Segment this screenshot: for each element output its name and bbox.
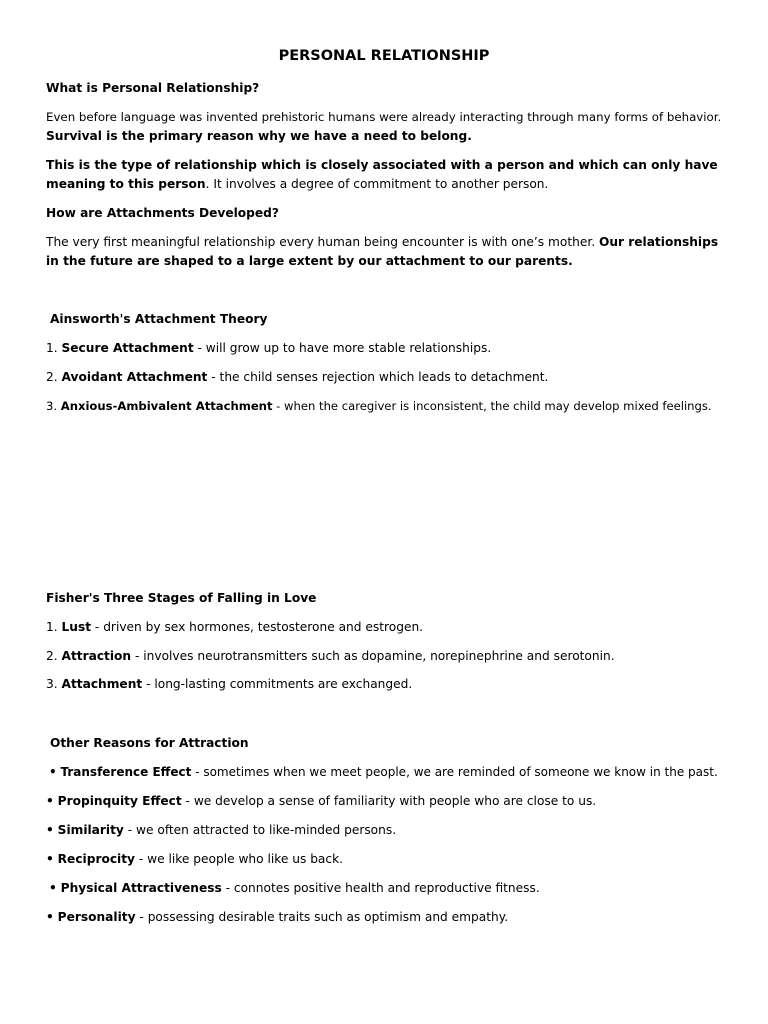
- paragraph-line: [46, 108, 722, 127]
- section-heading-what: [46, 79, 722, 98]
- item-desc: - we develop a sense of familiarity with people who are close to us.: [181, 794, 597, 808]
- bullet-glyph: •: [46, 794, 54, 808]
- list-item: [46, 339, 722, 358]
- item-term: Secure Attachment: [61, 341, 194, 355]
- item-desc: - driven by sex hormones, testosterone and estrogen.: [91, 620, 424, 634]
- item-number: 2.: [46, 370, 58, 384]
- list-item: [46, 647, 722, 666]
- document-title: PERSONAL RELATIONSHIP: [278, 48, 490, 64]
- item-term: Physical Attractiveness: [60, 881, 222, 895]
- item-desc: - will grow up to have more stable relationships.: [193, 341, 492, 355]
- item-term: Transference Effect: [60, 765, 192, 779]
- item-number: 2.: [46, 649, 58, 663]
- item-number: 1.: [46, 620, 58, 634]
- item-term: Reciprocity: [57, 852, 136, 866]
- bullet-item: [46, 821, 722, 840]
- section-heading-attachments: [46, 204, 722, 223]
- list-item: [46, 397, 722, 416]
- paragraph-text: Even before language was invented prehistoric humans were already interacting through many forms of behavior.: [46, 110, 722, 124]
- item-desc: - involves neurotransmitters such as dopamine, norepinephrine and serotonin.: [131, 649, 615, 663]
- bullet-glyph: •: [49, 881, 57, 895]
- paragraph: [46, 156, 722, 194]
- section-heading-ainsworth: [50, 310, 722, 329]
- heading-text: Other Reasons for Attraction: [50, 736, 249, 750]
- item-term: Lust: [61, 620, 92, 634]
- item-desc: - possessing desirable traits such as optimism and empathy.: [135, 910, 509, 924]
- heading-text: Ainsworth's Attachment Theory: [50, 312, 268, 326]
- bullet-item: [46, 792, 722, 811]
- section-heading-other: [50, 734, 722, 753]
- paragraph-line: [46, 127, 722, 146]
- item-number: 3.: [46, 677, 58, 691]
- item-term: Attraction: [61, 649, 132, 663]
- item-number: 3.: [46, 399, 58, 413]
- list-item: [46, 618, 722, 637]
- bullet-item: [49, 879, 722, 898]
- item-term: Anxious-Ambivalent Attachment: [60, 399, 273, 413]
- bullet-item: [46, 850, 722, 869]
- item-term: Similarity: [57, 823, 124, 837]
- bullet-glyph: •: [49, 765, 57, 779]
- bullet-glyph: •: [46, 852, 54, 866]
- item-term: Avoidant Attachment: [61, 370, 208, 384]
- item-desc: - the child senses rejection which leads to detachment.: [207, 370, 549, 384]
- heading-text: What is Personal Relationship?: [46, 81, 260, 95]
- item-term: Personality: [57, 910, 136, 924]
- paragraph-bold-text: Our relationships in the future are shaped to a large extent by our attachment to our parents.: [46, 235, 719, 268]
- paragraph-bold-text: Survival is the primary reason why we have a need to belong.: [46, 129, 472, 143]
- bullet-item: [49, 763, 722, 782]
- paragraph-text: The very first meaningful relationship every human being encounter is with one’s mother.: [46, 235, 596, 249]
- paragraph-text: . It involves a degree of commitment to another person.: [205, 177, 549, 191]
- item-desc: - we like people who like us back.: [135, 852, 344, 866]
- item-desc: - we often attracted to like-minded persons.: [123, 823, 397, 837]
- list-item: [46, 368, 722, 387]
- bullet-glyph: •: [46, 823, 54, 837]
- bullet-item: [46, 908, 722, 927]
- item-desc: - when the caregiver is inconsistent, the child may develop mixed feelings.: [272, 399, 712, 413]
- paragraph: [46, 233, 722, 271]
- item-term: Propinquity Effect: [57, 794, 182, 808]
- bullet-glyph: •: [46, 910, 54, 924]
- item-term: Attachment: [61, 677, 143, 691]
- heading-text: Fisher's Three Stages of Falling in Love: [46, 591, 317, 605]
- heading-text: How are Attachments Developed?: [46, 206, 279, 220]
- list-item: [46, 675, 722, 694]
- item-desc: - sometimes when we meet people, we are reminded of someone we know in the past.: [191, 765, 718, 779]
- section-heading-fisher: [46, 589, 722, 608]
- item-desc: - long-lasting commitments are exchanged.: [142, 677, 413, 691]
- item-desc: - connotes positive health and reproductive fitness.: [221, 881, 540, 895]
- paragraph-bold-text: This is the type of relationship which is closely associated with a person and which can only have meaning to this person: [46, 158, 718, 191]
- item-number: 1.: [46, 341, 58, 355]
